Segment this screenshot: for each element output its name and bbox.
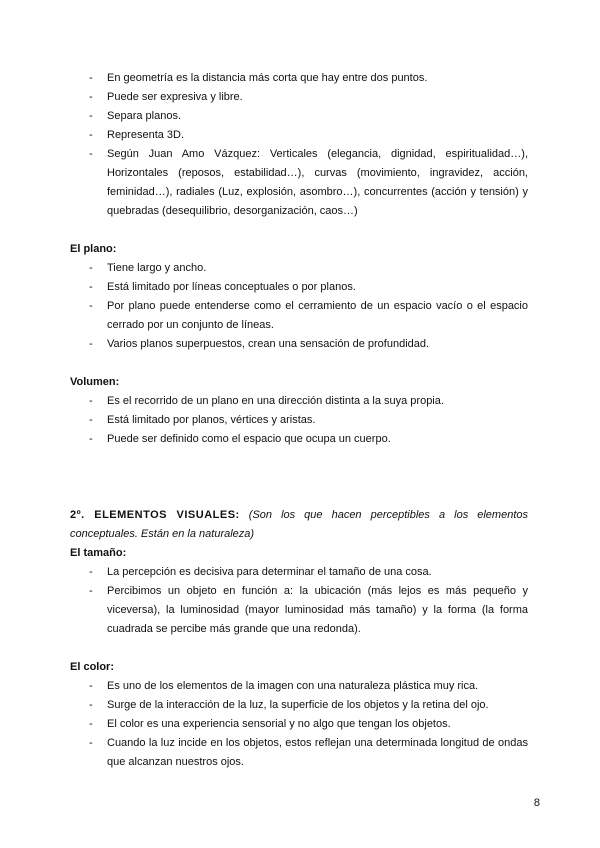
list-item: - Varios planos superpuestos, crean una sensación de profundidad. bbox=[70, 335, 528, 354]
list-item: - Separa planos. bbox=[70, 107, 528, 126]
list-item: - Cuando la luz incide en los objetos, estos reflejan una determinada longitud de ondas que alcanzan nuestros ojos. bbox=[70, 734, 528, 772]
plano-bullet-list bbox=[70, 259, 528, 354]
section-heading-color: El color: bbox=[70, 661, 115, 673]
spacer bbox=[70, 354, 528, 373]
section-subtitle: (Son los que hacen perceptibles a los elementos conceptuales. Están en la naturaleza) bbox=[70, 509, 528, 540]
list-item: - Tiene largo y ancho. bbox=[70, 259, 528, 278]
section-title-elementos-visuales bbox=[70, 506, 528, 544]
list-item: - La percepción es decisiva para determinar el tamaño de una cosa. bbox=[70, 563, 528, 582]
section-heading-plano: El plano: bbox=[70, 243, 117, 255]
list-item: - Según Juan Amo Vázquez: Verticales (elegancia, dignidad, espiritualidad…), Horizontales (reposos, estabilidad…), curvas (movimiento, ingravidez, acción, feminidad…), radiales (Luz, explosión, asombro…), concurrentes (acción y tensión) y quebradas (desequilibrio, desorganización, caos…) bbox=[70, 145, 528, 221]
list-item: - Surge de la interacción de la luz, la superficie de los objetos y la retina del ojo. bbox=[70, 696, 528, 715]
page-number: 8 bbox=[533, 797, 540, 809]
list-item: - El color es una experiencia sensorial y no algo que tengan los objetos. bbox=[70, 715, 528, 734]
section-heading-tamano: El tamaño: bbox=[70, 547, 127, 559]
page-content bbox=[70, 69, 528, 772]
list-item: - Está limitado por líneas conceptuales o por planos. bbox=[70, 278, 528, 297]
list-item: - En geometría es la distancia más corta que hay entre dos puntos. bbox=[70, 69, 528, 88]
list-item: - Percibimos un objeto en función a: la ubicación (más lejos es más pequeño y viceversa), la luminosidad (mayor luminosidad más tamaño) y la forma (la forma cuadrada se percibe más grande que una redonda). bbox=[70, 582, 528, 639]
section-number-title: 2º. ELEMENTOS VISUALES: bbox=[70, 509, 240, 521]
section-heading-volumen: Volumen: bbox=[70, 376, 120, 388]
list-item: - Está limitado por planos, vértices y aristas. bbox=[70, 411, 528, 430]
volumen-bullet-list bbox=[70, 392, 528, 449]
spacer bbox=[70, 221, 528, 240]
list-item: - Puede ser expresiva y libre. bbox=[70, 88, 528, 107]
spacer bbox=[70, 639, 528, 658]
tamano-bullet-list bbox=[70, 563, 528, 639]
list-item: - Es uno de los elementos de la imagen con una naturaleza plástica muy rica. bbox=[70, 677, 528, 696]
spacer bbox=[70, 449, 528, 506]
color-bullet-list bbox=[70, 677, 528, 772]
list-item: - Por plano puede entenderse como el cerramiento de un espacio vacío o el espacio cerrado por un conjunto de líneas. bbox=[70, 297, 528, 335]
list-item: - Es el recorrido de un plano en una dirección distinta a la suya propia. bbox=[70, 392, 528, 411]
list-item: - Puede ser definido como el espacio que ocupa un cuerpo. bbox=[70, 430, 528, 449]
intro-bullet-list bbox=[70, 69, 528, 221]
list-item: - Representa 3D. bbox=[70, 126, 528, 145]
